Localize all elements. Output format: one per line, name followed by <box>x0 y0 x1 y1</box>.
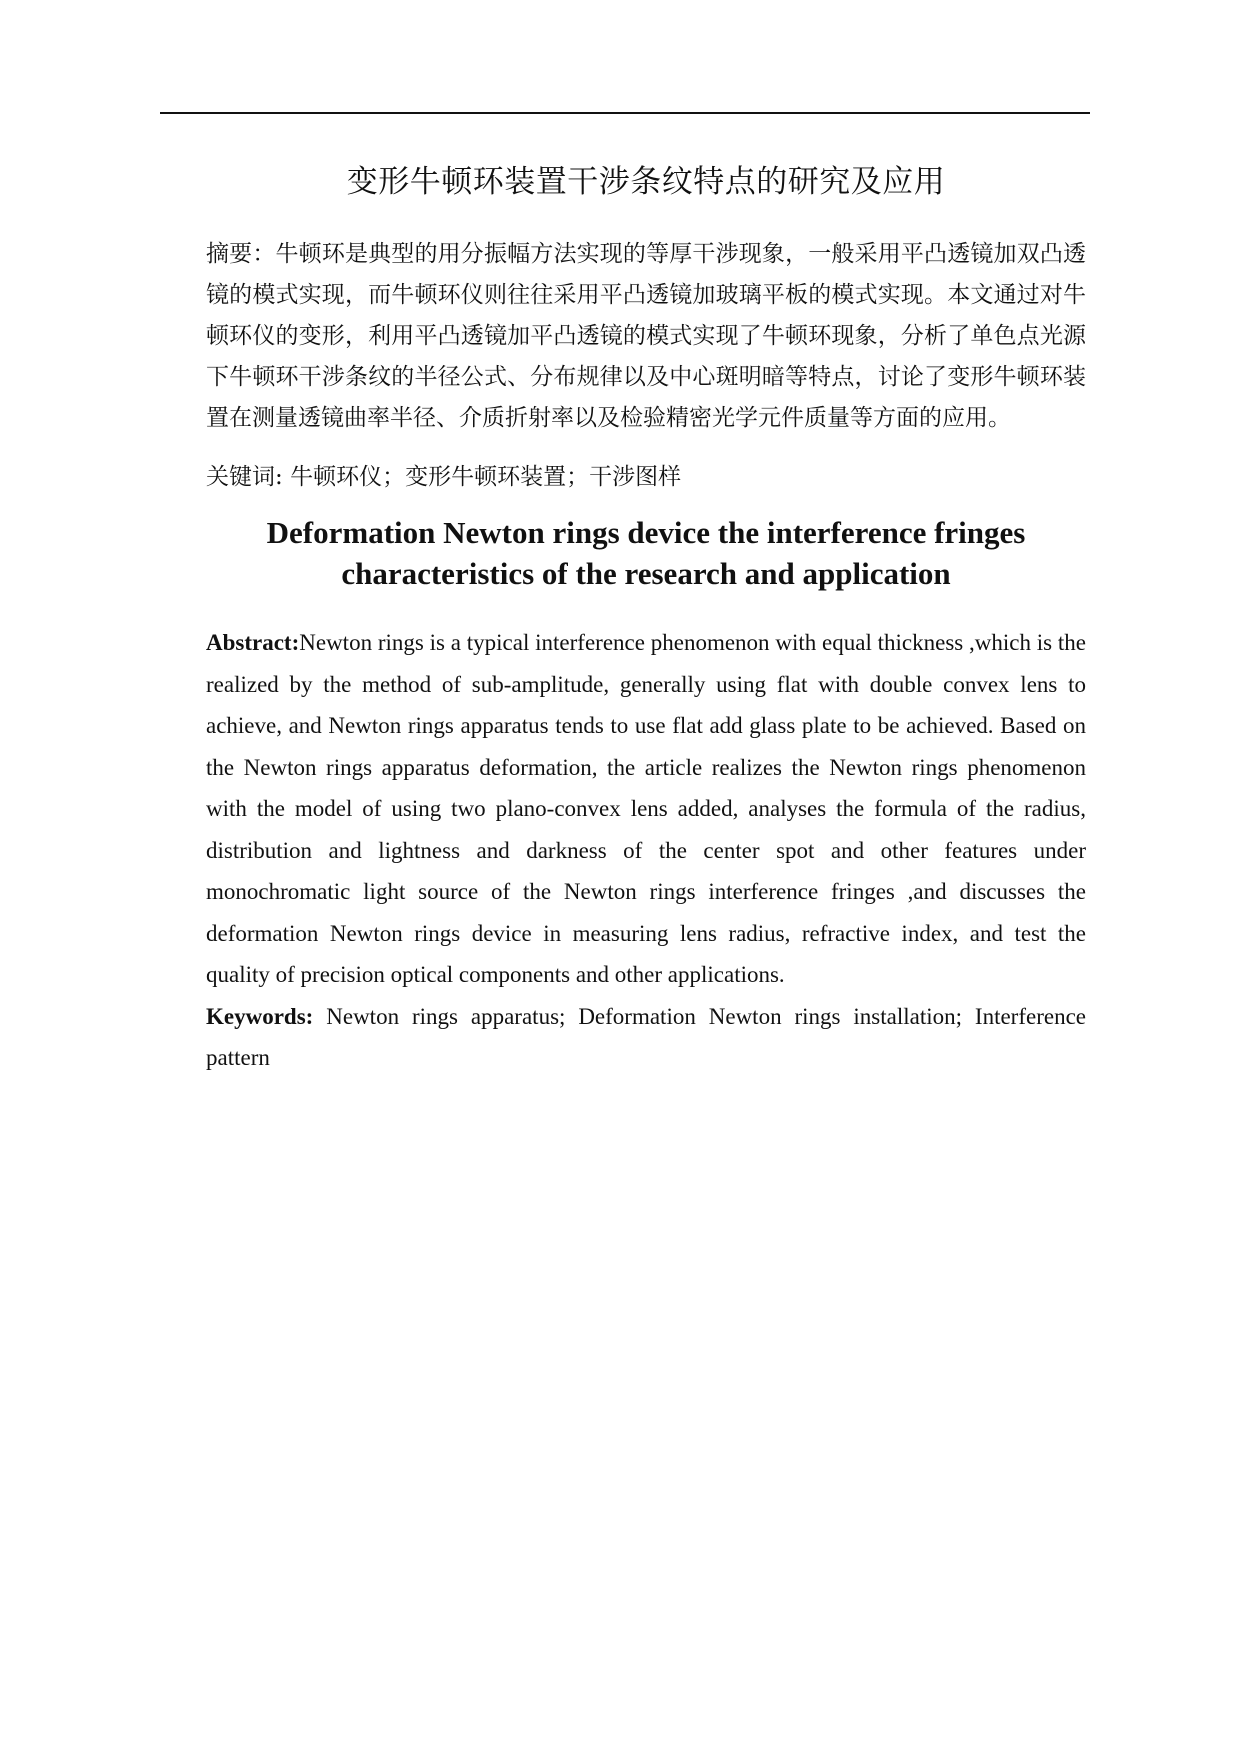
chinese-abstract-label: 摘要 <box>206 241 253 267</box>
english-keywords <box>206 996 1086 1079</box>
chinese-abstract <box>206 234 1086 439</box>
header-rule <box>160 112 1090 114</box>
chinese-keywords-separator: : <box>275 464 291 490</box>
english-abstract-text: Newton rings is a typical interference phenomenon with equal thickness ,which is the realized by the method of sub-amplitude, generally using flat with double convex lens to achieve, and Newton rings apparatus tends to use flat add glass plate to be achieved. Based on the Newton rings apparatus deformation, the article realizes the Newton rings phenomenon with the model of using two plano-convex lens added, analyses the formula of the radius, distribution and lightness and darkness of the center spot and other features under monochromatic light source of the Newton rings interference fringes ,and discusses the deformation Newton rings device in measuring lens radius, refractive index, and test the quality of precision optical components and other applications. <box>206 630 1086 987</box>
paper-page <box>206 160 1086 1079</box>
chinese-keywords-text: 牛顿环仪；变形牛顿环装置；干涉图样 <box>290 464 682 490</box>
english-abstract-label: Abstract: <box>206 630 300 655</box>
chinese-keywords-label: 关键词 <box>206 464 275 490</box>
chinese-keywords <box>206 457 1086 498</box>
english-keywords-text: Newton rings apparatus; Deformation Newton rings installation; Interference pattern <box>206 1003 1086 1070</box>
chinese-abstract-text: 牛顿环是典型的用分振幅方法实现的等厚干涉现象，一般采用平凸透镜加双凸透镜的模式实现，而牛顿环仪则往往采用平凸透镜加玻璃平板的模式实现。本文通过对牛顿环仪的变形，利用平凸透镜加平凸透镜的模式实现了牛顿环现象，分析了单色点光源下牛顿环干涉条纹的半径公式、分布规律以及中心斑明暗等特点，讨论了变形牛顿环装置在测量透镜曲率半径、介质折射率以及检验精密光学元件质量等方面的应用。 <box>206 241 1087 431</box>
english-keywords-label: Keywords: <box>206 1003 314 1029</box>
english-abstract <box>206 622 1086 996</box>
english-title: Deformation Newton rings device the interference fringes characteristics of the research and application <box>266 515 1026 591</box>
chinese-abstract-separator: ： <box>252 241 276 267</box>
chinese-title: 变形牛顿环装置干涉条纹特点的研究及应用 <box>346 164 946 200</box>
